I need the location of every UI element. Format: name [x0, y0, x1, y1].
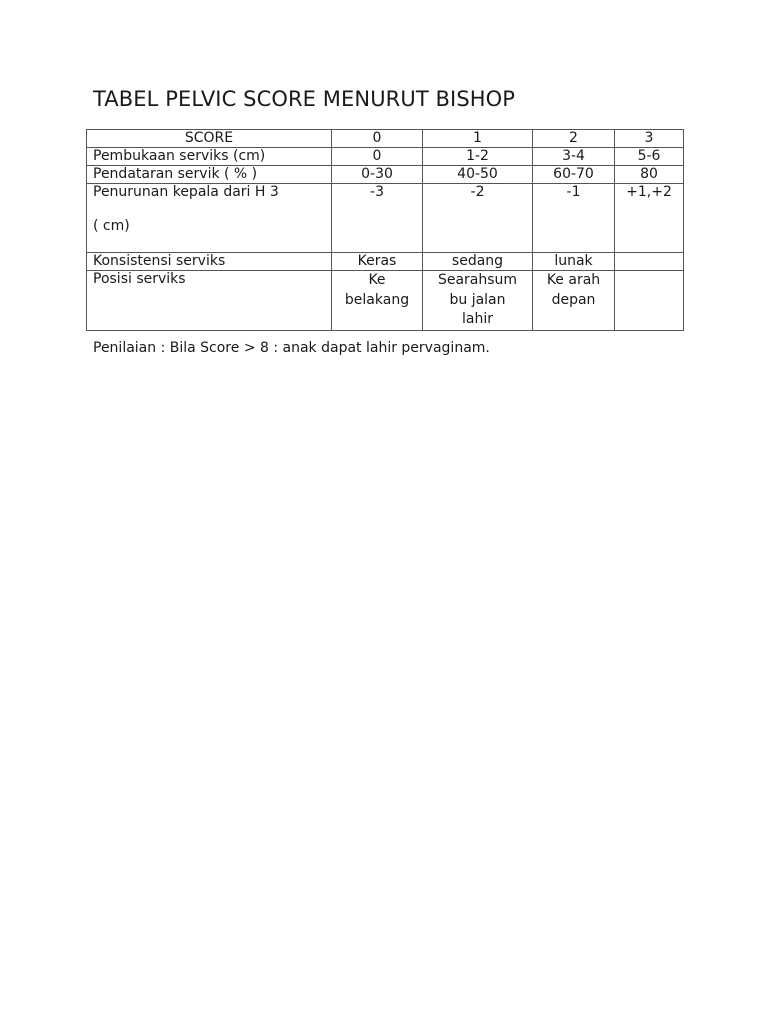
- table-cell: sedang: [423, 253, 533, 271]
- cell-line: lahir: [462, 311, 493, 327]
- header-cell-0: 0: [332, 130, 423, 148]
- row-label-konsistensi: Konsistensi serviks: [87, 253, 332, 271]
- cell-line: depan: [551, 291, 596, 308]
- table-row: [87, 166, 684, 184]
- header-cell-3: 3: [615, 130, 684, 148]
- table-row: [87, 253, 684, 271]
- table-cell: 80: [615, 166, 684, 184]
- cell-line: belakang: [344, 291, 410, 308]
- table-cell: 3-4: [533, 148, 615, 166]
- bishop-score-table: [86, 129, 684, 331]
- table-cell: 0: [332, 148, 423, 166]
- table-cell: lunak: [533, 253, 615, 271]
- row-label-posisi: Posisi serviks: [87, 271, 332, 331]
- cell-line: bu jalan: [449, 291, 506, 308]
- table-cell: [423, 271, 533, 331]
- header-cell-score: SCORE: [87, 130, 332, 148]
- header-cell-1: 1: [423, 130, 533, 148]
- table-cell: Keras: [332, 253, 423, 271]
- cell-line: Searahsum: [437, 272, 518, 288]
- cell-line: Ke arah: [546, 272, 601, 288]
- table-cell: 5-6: [615, 148, 684, 166]
- table-cell: 0-30: [332, 166, 423, 184]
- table-cell: +1,+2: [615, 184, 684, 253]
- header-cell-2: 2: [533, 130, 615, 148]
- table-cell: [615, 253, 684, 271]
- row-label-pembukaan: Pembukaan serviks (cm): [87, 148, 332, 166]
- table-cell: [332, 271, 423, 331]
- table-cell: -2: [423, 184, 533, 253]
- table-row: [87, 148, 684, 166]
- table-cell: [533, 271, 615, 331]
- table-row: [87, 184, 684, 253]
- table-header-row: [87, 130, 684, 148]
- document-title: TABEL PELVIC SCORE MENURUT BISHOP: [93, 87, 516, 111]
- row-label-penurunan: [87, 184, 332, 253]
- table-cell: 1-2: [423, 148, 533, 166]
- table-cell: [615, 271, 684, 331]
- table-cell: -3: [332, 184, 423, 253]
- table-cell: -1: [533, 184, 615, 253]
- table-row: [87, 271, 684, 331]
- table-cell: 40-50: [423, 166, 533, 184]
- row-label-pendataran: Pendataran servik ( % ): [87, 166, 332, 184]
- row-label-penurunan-line-2: ( cm): [93, 218, 130, 234]
- row-label-penurunan-line-1: Penurunan kepala dari H 3: [93, 184, 279, 200]
- assessment-note: Penilaian : Bila Score > 8 : anak dapat lahir pervaginam.: [93, 340, 490, 356]
- table-cell: 60-70: [533, 166, 615, 184]
- cell-line: Ke: [368, 272, 386, 288]
